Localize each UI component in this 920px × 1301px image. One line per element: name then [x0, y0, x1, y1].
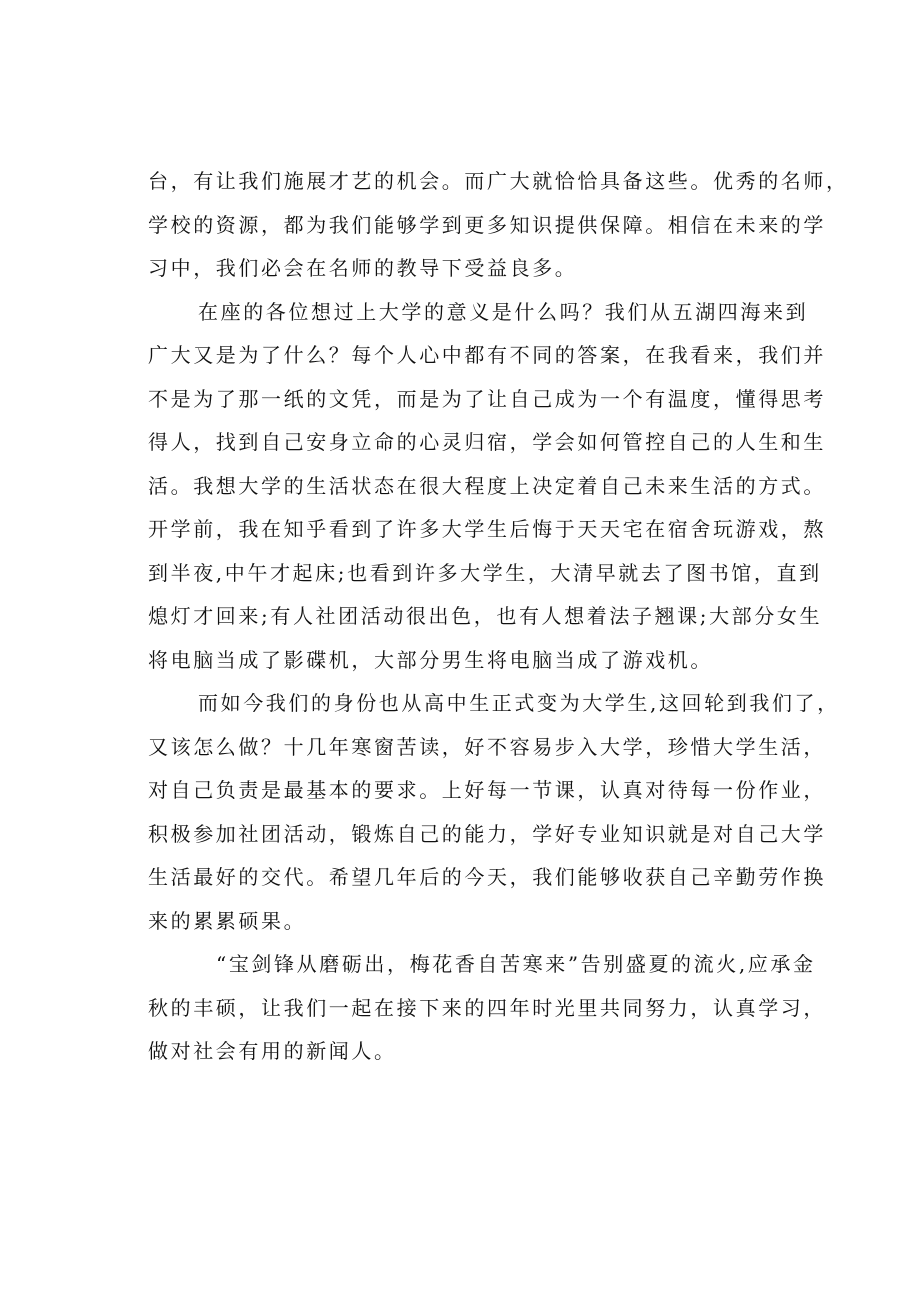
text-line: 对自己负责是最基本的要求。上好每一节课，认真对待每一份作业，: [148, 778, 826, 802]
text-line: 来的累累硕果。: [148, 908, 307, 933]
text-line: 将电脑当成了影碟机，大部分男生将电脑当成了游戏机。: [148, 647, 713, 672]
text-line: 熄灯才回来;有人社团活动很出色，也有人想着法子翘课;大部分女生: [148, 604, 823, 628]
text-line: 生活最好的交代。希望几年后的今天，我们能够收获自己辛勤劳作换: [148, 865, 826, 889]
document-body: [148, 160, 849, 1074]
text-line: 活。我想大学的生活状态在很大程度上决定着自己未来生活的方式。: [148, 473, 826, 498]
text-line: 到半夜,中午才起床;也看到许多大学生，大清早就去了图书馆，直到: [148, 560, 822, 585]
text-line: 积极参加社团活动，锻炼自己的能力，学好专业知识就是对自己大学: [148, 821, 826, 846]
text-line: 又该怎么做？十几年寒窗苦读，好不容易步入大学，珍惜大学生活，: [148, 734, 826, 759]
paragraph-2: [148, 291, 826, 683]
text-line: 得人，找到自己安身立命的心灵归宿，学会如何管控自己的人生和生: [148, 430, 826, 454]
paragraph-3: [148, 682, 840, 943]
text-line: 广大又是为了什么？每个人心中都有不同的答案，在我看来，我们并: [148, 343, 826, 367]
text-line: 而如今我们的身份也从高中生正式变为大学生,这回轮到我们了，: [198, 691, 840, 715]
text-line: 不是为了那一纸的文凭，而是为了让自己成为一个有温度，懂得思考: [148, 386, 826, 411]
text-line: 做对社会有用的新闻人。: [148, 1039, 397, 1063]
text-line: 学校的资源，都为我们能够学到更多知识提供保障。相信在未来的学: [148, 212, 826, 237]
text-line: 习中，我们必会在名师的教导下受益良多。: [148, 256, 578, 280]
text-line: “宝剑锋从磨砺出，梅花香自苦寒来”告别盛夏的流火,应承金: [216, 952, 816, 976]
text-line: 台，有让我们施展才艺的机会。而广大就恰恰具备这些。优秀的名师，: [148, 169, 849, 193]
text-line: 秋的丰硕，让我们一起在接下来的四年时光里共同努力，认真学习，: [148, 995, 826, 1020]
paragraph-4: [148, 943, 826, 1074]
text-line: 开学前，我在知乎看到了许多大学生后悔于天天宅在宿舍玩游戏，熬: [148, 517, 826, 541]
paragraph-1: [148, 160, 849, 291]
text-line: 在座的各位想过上大学的意义是什么吗？我们从五湖四海来到: [198, 299, 809, 324]
